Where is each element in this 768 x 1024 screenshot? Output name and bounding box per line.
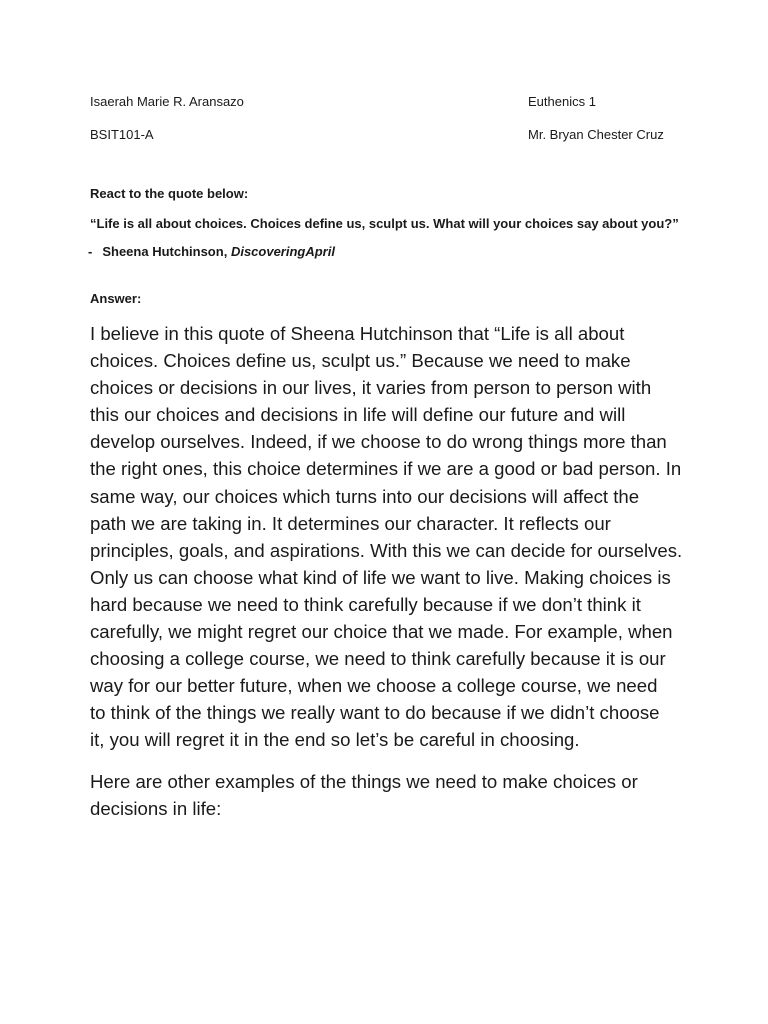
paragraph-line: choices or decisions in our lives, it varies from person to person with (90, 377, 652, 399)
paragraph-line: to think of the things we really want to do because if we didn’t choose (90, 702, 660, 724)
paragraph-line: principles, goals, and aspirations. With this we can decide for ourselves. (90, 539, 683, 561)
paragraph-line: it, you will regret it in the end so let’s be careful in choosing. (90, 729, 580, 751)
prompt-instruction: React to the quote below: (90, 186, 249, 201)
paragraph-line: decisions in life: (90, 798, 222, 820)
quote-source: DiscoveringApril (230, 244, 335, 259)
paragraph-line: same way, our choices which turns into our decisions will affect the (90, 485, 640, 507)
paragraph-line: path we are taking in. It determines our character. It reflects our (90, 512, 611, 534)
quote-author: Sheena Hutchinson, (102, 244, 228, 259)
answer-label: Answer: (90, 291, 142, 306)
class-section: BSIT101-A (90, 127, 154, 142)
quote-attribution (88, 244, 335, 260)
paragraph-line: Only us can choose what kind of life we want to live. Making choices is (90, 566, 671, 588)
answer-paragraph-1 (90, 320, 682, 754)
paragraph-line: choices. Choices define us, sculpt us.” Because we need to make (90, 350, 631, 372)
paragraph-line: develop ourselves. Indeed, if we choose to do wrong things more than (90, 431, 667, 453)
subject-name: Euthenics 1 (528, 94, 596, 109)
paragraph-line: way for our better future, when we choose a college course, we need (90, 675, 658, 697)
student-name: Isaerah Marie R. Aransazo (90, 94, 244, 109)
paragraph-line: carefully, we might regret our choice that we made. For example, when (90, 621, 673, 643)
paragraph-line: Here are other examples of the things we need to make choices or (90, 771, 638, 792)
quote-text: “Life is all about choices. Choices define us, sculpt us. What will your choices say about you?” (90, 216, 679, 231)
teacher-name: Mr. Bryan Chester Cruz (528, 127, 664, 142)
paragraph-line: hard because we need to think carefully because if we don’t think it (90, 593, 641, 615)
paragraph-line: choosing a college course, we need to think carefully because it is our (90, 648, 666, 670)
attribution-dash: - (88, 244, 93, 259)
answer-paragraph-2 (90, 768, 682, 822)
paragraph-line: this our choices and decisions in life will define our future and will (90, 404, 626, 426)
paragraph-line: the right ones, this choice determines if we are a good or bad person. In (90, 458, 682, 480)
paragraph-line: I believe in this quote of Sheena Hutchinson that “Life is all about (90, 323, 625, 344)
